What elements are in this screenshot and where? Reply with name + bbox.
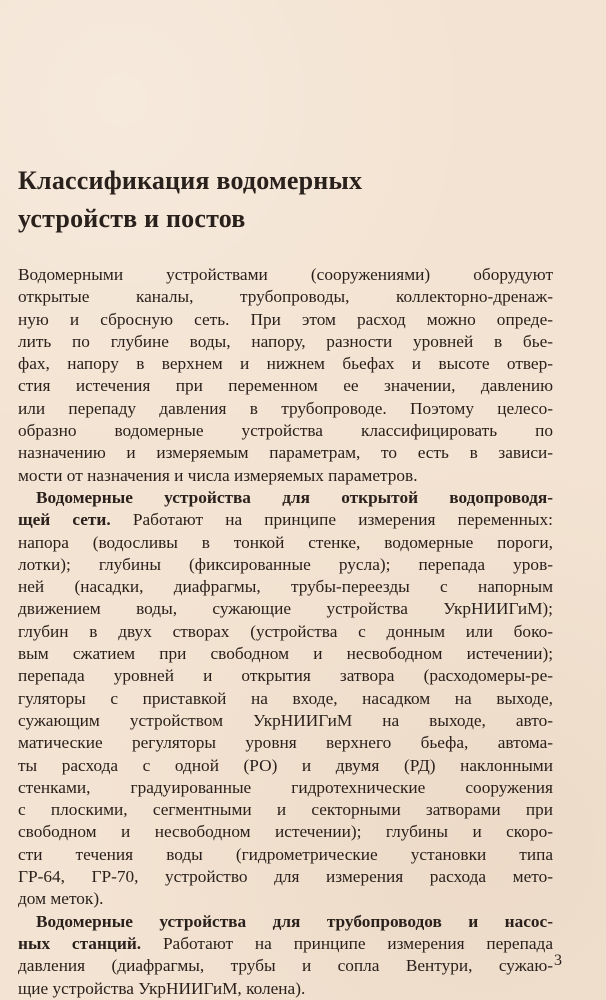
paragraph-2-line-19: дом меток). xyxy=(18,889,104,909)
paragraph-2-line-10: гуляторы с приставкой на входе, насадком на выходе, xyxy=(18,688,553,708)
paragraph-1-line-10: мости от назначения и числа измеряемых параметров. xyxy=(18,465,418,485)
paragraph-3-heading-part-2: ных станций. xyxy=(18,933,142,953)
paragraph-3-line-2 xyxy=(18,933,553,955)
paragraph-2-line-14: стенками, градуированные гидротехнические сооружения xyxy=(18,777,553,797)
paragraph-1-line-3: ную и сбросную сеть. При этом расход можно опреде- xyxy=(18,309,553,329)
paragraph-2-line-11: сужающим устройством УкрНИИГиМ на выходе, авто- xyxy=(18,710,553,730)
paragraph-2-line-8: вым сжатием при свободном и несвободном истечении); xyxy=(18,644,553,664)
body-text xyxy=(18,264,553,1000)
paragraph-2-line-6: движением воды, сужающие устройства УкрНИИГиМ); xyxy=(18,599,553,619)
paragraph-2-line-17: сти течения воды (гидрометрические установки типа xyxy=(18,844,553,864)
page-number: 3 xyxy=(554,952,562,969)
paragraph-3-line-3: давления (диафрагмы, трубы и сопла Вентури, сужаю- xyxy=(18,956,553,976)
paragraph-2-line-15: с плоскими, сегментными и секторными затворами при xyxy=(18,800,553,820)
paragraph-3-heading-part-1: Водомерные устройства для трубопроводов и насос- xyxy=(36,911,553,931)
paragraph-1-line-7: или перепаду давления в трубопроводе. Поэтому целесо- xyxy=(18,398,553,418)
paragraph-3-lead-line xyxy=(18,911,553,933)
paragraph-1-line-5: фах, напору в верхнем и нижнем бьефах и высоте отвер- xyxy=(18,354,553,374)
paragraph-1-line-8: образно водомерные устройства классифицировать по xyxy=(18,421,553,441)
paragraph-1-line-1: Водомерными устройствами (сооружениями) оборудуют xyxy=(18,265,553,284)
paragraph-2-line-12: матические регуляторы уровня верхнего бьефа, автома- xyxy=(18,733,553,753)
paragraph-2-line-3: напора (водосливы в тонкой стенке, водомерные пороги, xyxy=(18,532,553,552)
paragraph-2-line-16: свободном и несвободном истечении); глубины и скоро- xyxy=(18,822,553,842)
paragraph-3-line-4: щие устройства УкрНИИГиМ, колена). xyxy=(18,978,306,998)
paragraph-1-line-2: открытые каналы, трубопроводы, коллекторно-дренаж- xyxy=(18,287,553,307)
section-title-line-1: Классификация водомерных xyxy=(18,166,363,195)
paragraph-2-line-18: ГР-64, ГР-70, устройство для измерения расхода мето- xyxy=(18,867,553,887)
paragraph-2-line-13: ты расхода с одной (РО) и двумя (РД) наклонными xyxy=(18,755,553,775)
paragraph-2-line-4: лотки); глубины (фиксированные русла); перепада уров- xyxy=(18,554,553,574)
paragraph-1-line-4: лить по глубине воды, напору, разности уровней в бье- xyxy=(18,331,553,351)
paragraph-1-line-6: стия истечения при переменном ее значении, давлению xyxy=(18,376,553,396)
paragraph-2-heading-part-1: Водомерные устройства для открытой водопроводя- xyxy=(36,487,553,507)
paragraph-3-line-2-rest: Работают на принципе измерения перепада xyxy=(141,933,553,953)
paragraph-2-lead-line xyxy=(18,487,553,509)
paragraph-2-heading-part-2: щей сети. xyxy=(18,510,111,530)
paragraph-1-line-9: назначению и измеряемым параметрам, то есть в зависи- xyxy=(18,443,553,463)
paragraph-2-line-9: перепада уровней и открытия затвора (расходомеры-ре- xyxy=(18,666,553,686)
paragraph-2-line-7: глубин в двух створах (устройства с донным или боко- xyxy=(18,621,553,641)
paragraph-2-line-2-rest: Работают на принципе измерения переменных: xyxy=(110,510,553,530)
section-title-line-2: устройств и постов xyxy=(18,204,246,233)
paragraph-2-line-2 xyxy=(18,509,553,531)
section-title xyxy=(18,162,538,238)
paragraph-2-line-5: ней (насадки, диафрагмы, трубы-переезды с напорным xyxy=(18,577,553,597)
